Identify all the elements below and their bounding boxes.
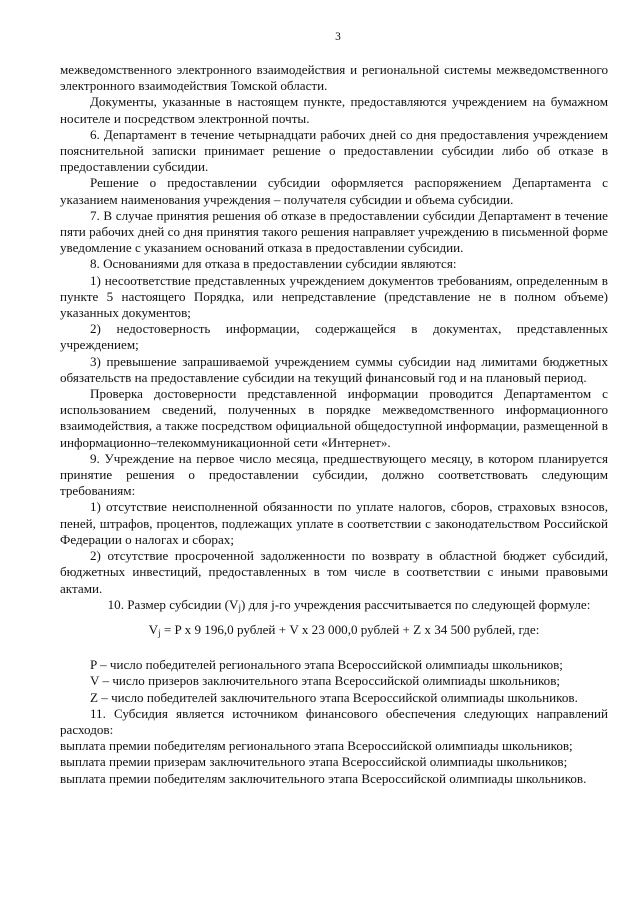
formula-intro-before: 10. Размер субсидии (V	[107, 596, 239, 612]
list-item: 1) несоответствие представленных учреждением документов требованиям, определенным в пункте 5 настоящего Порядка, или непредставление (представление не в полном объеме) указанных документов;	[60, 272, 608, 321]
paragraph-item-11: 11. Субсидия является источником финансового обеспечения следующих направлений расходов:	[60, 705, 608, 737]
formula-intro-subscript: j	[238, 602, 242, 613]
list-item: 3) превышение запрашиваемой учреждением суммы субсидии над лимитами бюджетных обязательств на предоставление субсидии на текущий финансовый год и на плановый период.	[60, 353, 608, 385]
definition-z: Z – число победителей заключительного этапа Всероссийской олимпиады школьников.	[90, 689, 578, 705]
definition-v: V – число призеров заключительного этапа Всероссийской олимпиады школьников;	[90, 673, 561, 689]
paragraph: Решение о предоставлении субсидии оформляется распоряжением Департамента с указанием наименования учреждения – получателя субсидии и объема субсидии.	[60, 175, 608, 207]
paragraph-item-6: 6. Департамент в течение четырнадцати рабочих дней со дня предоставления учреждением пояснительной записки принимает решение о предоставлении субсидии либо об отказе в предоставлении субсидии.	[60, 126, 608, 175]
expense-item: выплата премии победителям заключительного этапа Всероссийской олимпиады школьников.	[60, 770, 587, 786]
paragraph: Документы, указанные в настоящем пункте, предоставляются учреждением на бумажном носителе и посредством электронной почты.	[60, 94, 608, 126]
paragraph: Проверка достоверности представленной информации проводится Департаментом с использованием сведений, полученных в порядке межведомственного информационного взаимодействия, а также посредством официальной общедоступной информации, размещенной в информационно–телекоммуникационной сети «Интернет».	[60, 386, 608, 450]
list-item: 2) недостоверность информации, содержащейся в документах, представленных учреждением;	[60, 321, 608, 353]
expense-item: выплата премии победителям регионального этапа Всероссийской олимпиады школьников;	[60, 738, 573, 754]
formula-variable: V	[148, 621, 159, 637]
expense-item: выплата премии призерам заключительного этапа Всероссийской олимпиады школьников;	[60, 754, 568, 770]
paragraph: межведомственного электронного взаимодействия и региональной системы межведомственного электронного взаимодействия Томской области.	[60, 62, 608, 94]
page-number: 3	[335, 31, 341, 43]
formula-intro-after: ) для j-го учреждения рассчитывается по следующей формуле:	[241, 596, 591, 612]
list-item: 2) отсутствие просроченной задолженности по возврату в областной бюджет субсидий, бюджетных инвестиций, предоставленных в том числе в соответствии с иными правовыми актами.	[60, 548, 608, 596]
paragraph-item-9: 9. Учреждение на первое число месяца, предшествующего месяцу, в котором планируется принятие решения о предоставлении субсидии, должно соответствовать следующим требованиям:	[60, 450, 608, 499]
paragraph-item-7: 7. В случае принятия решения об отказе в предоставлении субсидии Департамент в течение пяти рабочих дней со дня принятия такого решения направляет учреждению в письменной форме уведомление с указанием оснований отказа в предоставлении субсидии.	[60, 207, 608, 256]
formula-expression: = P x 9 196,0 рублей + V x 23 000,0 рублей + Z x 34 500 рублей, где:	[160, 621, 540, 637]
paragraph-item-8: 8. Основаниями для отказа в предоставлении субсидии являются:	[90, 256, 457, 272]
definition-p: P – число победителей регионального этапа Всероссийской олимпиады школьников;	[90, 657, 563, 673]
paragraph-item-10	[60, 597, 608, 613]
formula-subscript: j	[158, 627, 161, 638]
list-item: 1) отсутствие неисполненной обязанности по уплате налогов, сборов, страховых взносов, пеней, штрафов, процентов, подлежащих уплате в соответствии с законодательством Российской Федерации о налогах и сборах;	[60, 499, 608, 547]
subsidy-formula	[60, 622, 608, 638]
